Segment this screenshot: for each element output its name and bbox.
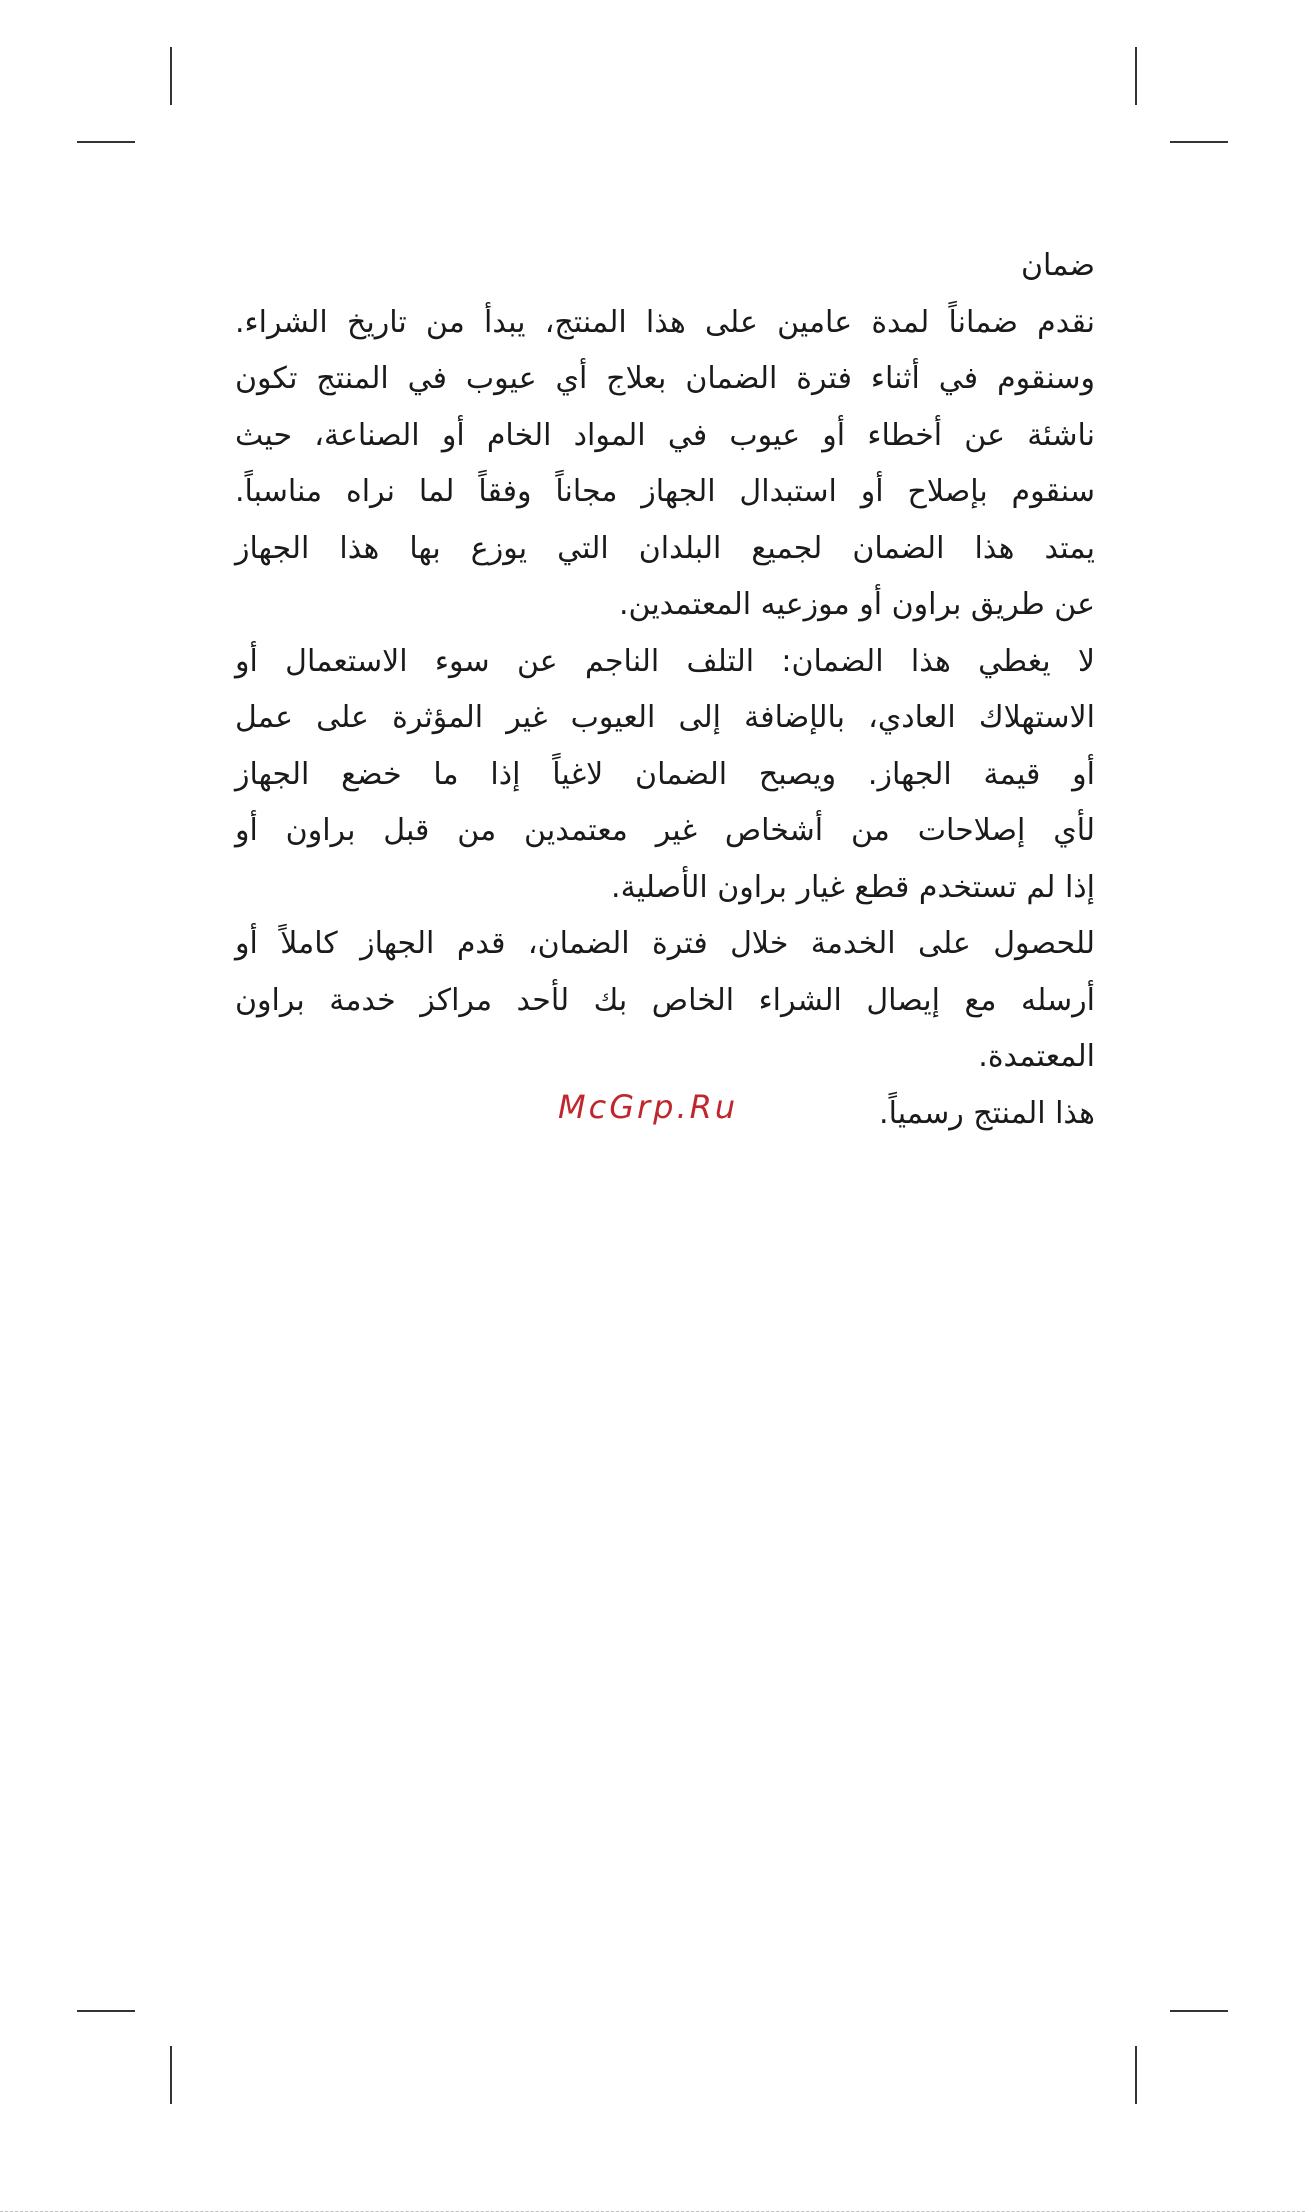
text-line: سنقوم بإصلاح أو استبدال الجهاز مجاناً وفقاً لما نراه مناسباً.	[235, 474, 1095, 509]
text-line: لا يغطي هذا الضمان: التلف الناجم عن سوء الاستعمال أو	[235, 643, 1095, 679]
text-line-last: هذا المنتج رسمياً.	[879, 1095, 1095, 1131]
crop-mark-bottom-left-horizontal	[77, 2010, 135, 2012]
text-line: لأي إصلاحات من أشخاص غير معتمدين من قبل براون أو	[235, 813, 1095, 848]
text-line: وسنقوم في أثناء فترة الضمان بعلاج أي عيوب في المنتج تكون	[235, 361, 1095, 396]
text-line: أرسله مع إيصال الشراء الخاص بك لأحد مراكز خدمة براون	[235, 982, 1095, 1018]
crop-mark-top-right-vertical	[1135, 47, 1137, 105]
text-line: للحصول على الخدمة خلال فترة الضمان، قدم الجهاز كاملاً أو	[235, 926, 1095, 961]
text-line: ناشئة عن أخطاء أو عيوب في المواد الخام أو الصناعة، حيث	[235, 417, 1095, 453]
crop-mark-top-left-horizontal	[77, 141, 135, 143]
text-line: عن طريق براون أو موزعيه المعتمدين.	[618, 587, 1095, 622]
watermark: McGrp.Ru	[558, 1088, 739, 1126]
page-title: ضمان	[1021, 248, 1095, 283]
text-line: أو قيمة الجهاز. ويصبح الضمان لاغياً إذا ما خضع الجهاز	[235, 756, 1095, 792]
text-line: يمتد هذا الضمان لجميع البلدان التي يوزع بها هذا الجهاز	[235, 530, 1095, 566]
crop-mark-bottom-left-vertical	[170, 2046, 172, 2104]
warranty-text	[235, 238, 1095, 1142]
text-line: نقدم ضماناً لمدة عامين على هذا المنتج، يبدأ من تاريخ الشراء.	[235, 304, 1095, 340]
crop-mark-top-right-horizontal	[1170, 141, 1228, 143]
crop-mark-bottom-right-horizontal	[1170, 2010, 1228, 2012]
text-line: الاستهلاك العادي، بالإضافة إلى العيوب غير المؤثرة على عمل	[235, 700, 1095, 735]
crop-mark-bottom-right-vertical	[1135, 2046, 1137, 2104]
text-line: المعتمدة.	[978, 1039, 1095, 1074]
crop-mark-top-left-vertical	[170, 47, 172, 105]
text-line: إذا لم تستخدم قطع غيار براون الأصلية.	[611, 869, 1095, 905]
